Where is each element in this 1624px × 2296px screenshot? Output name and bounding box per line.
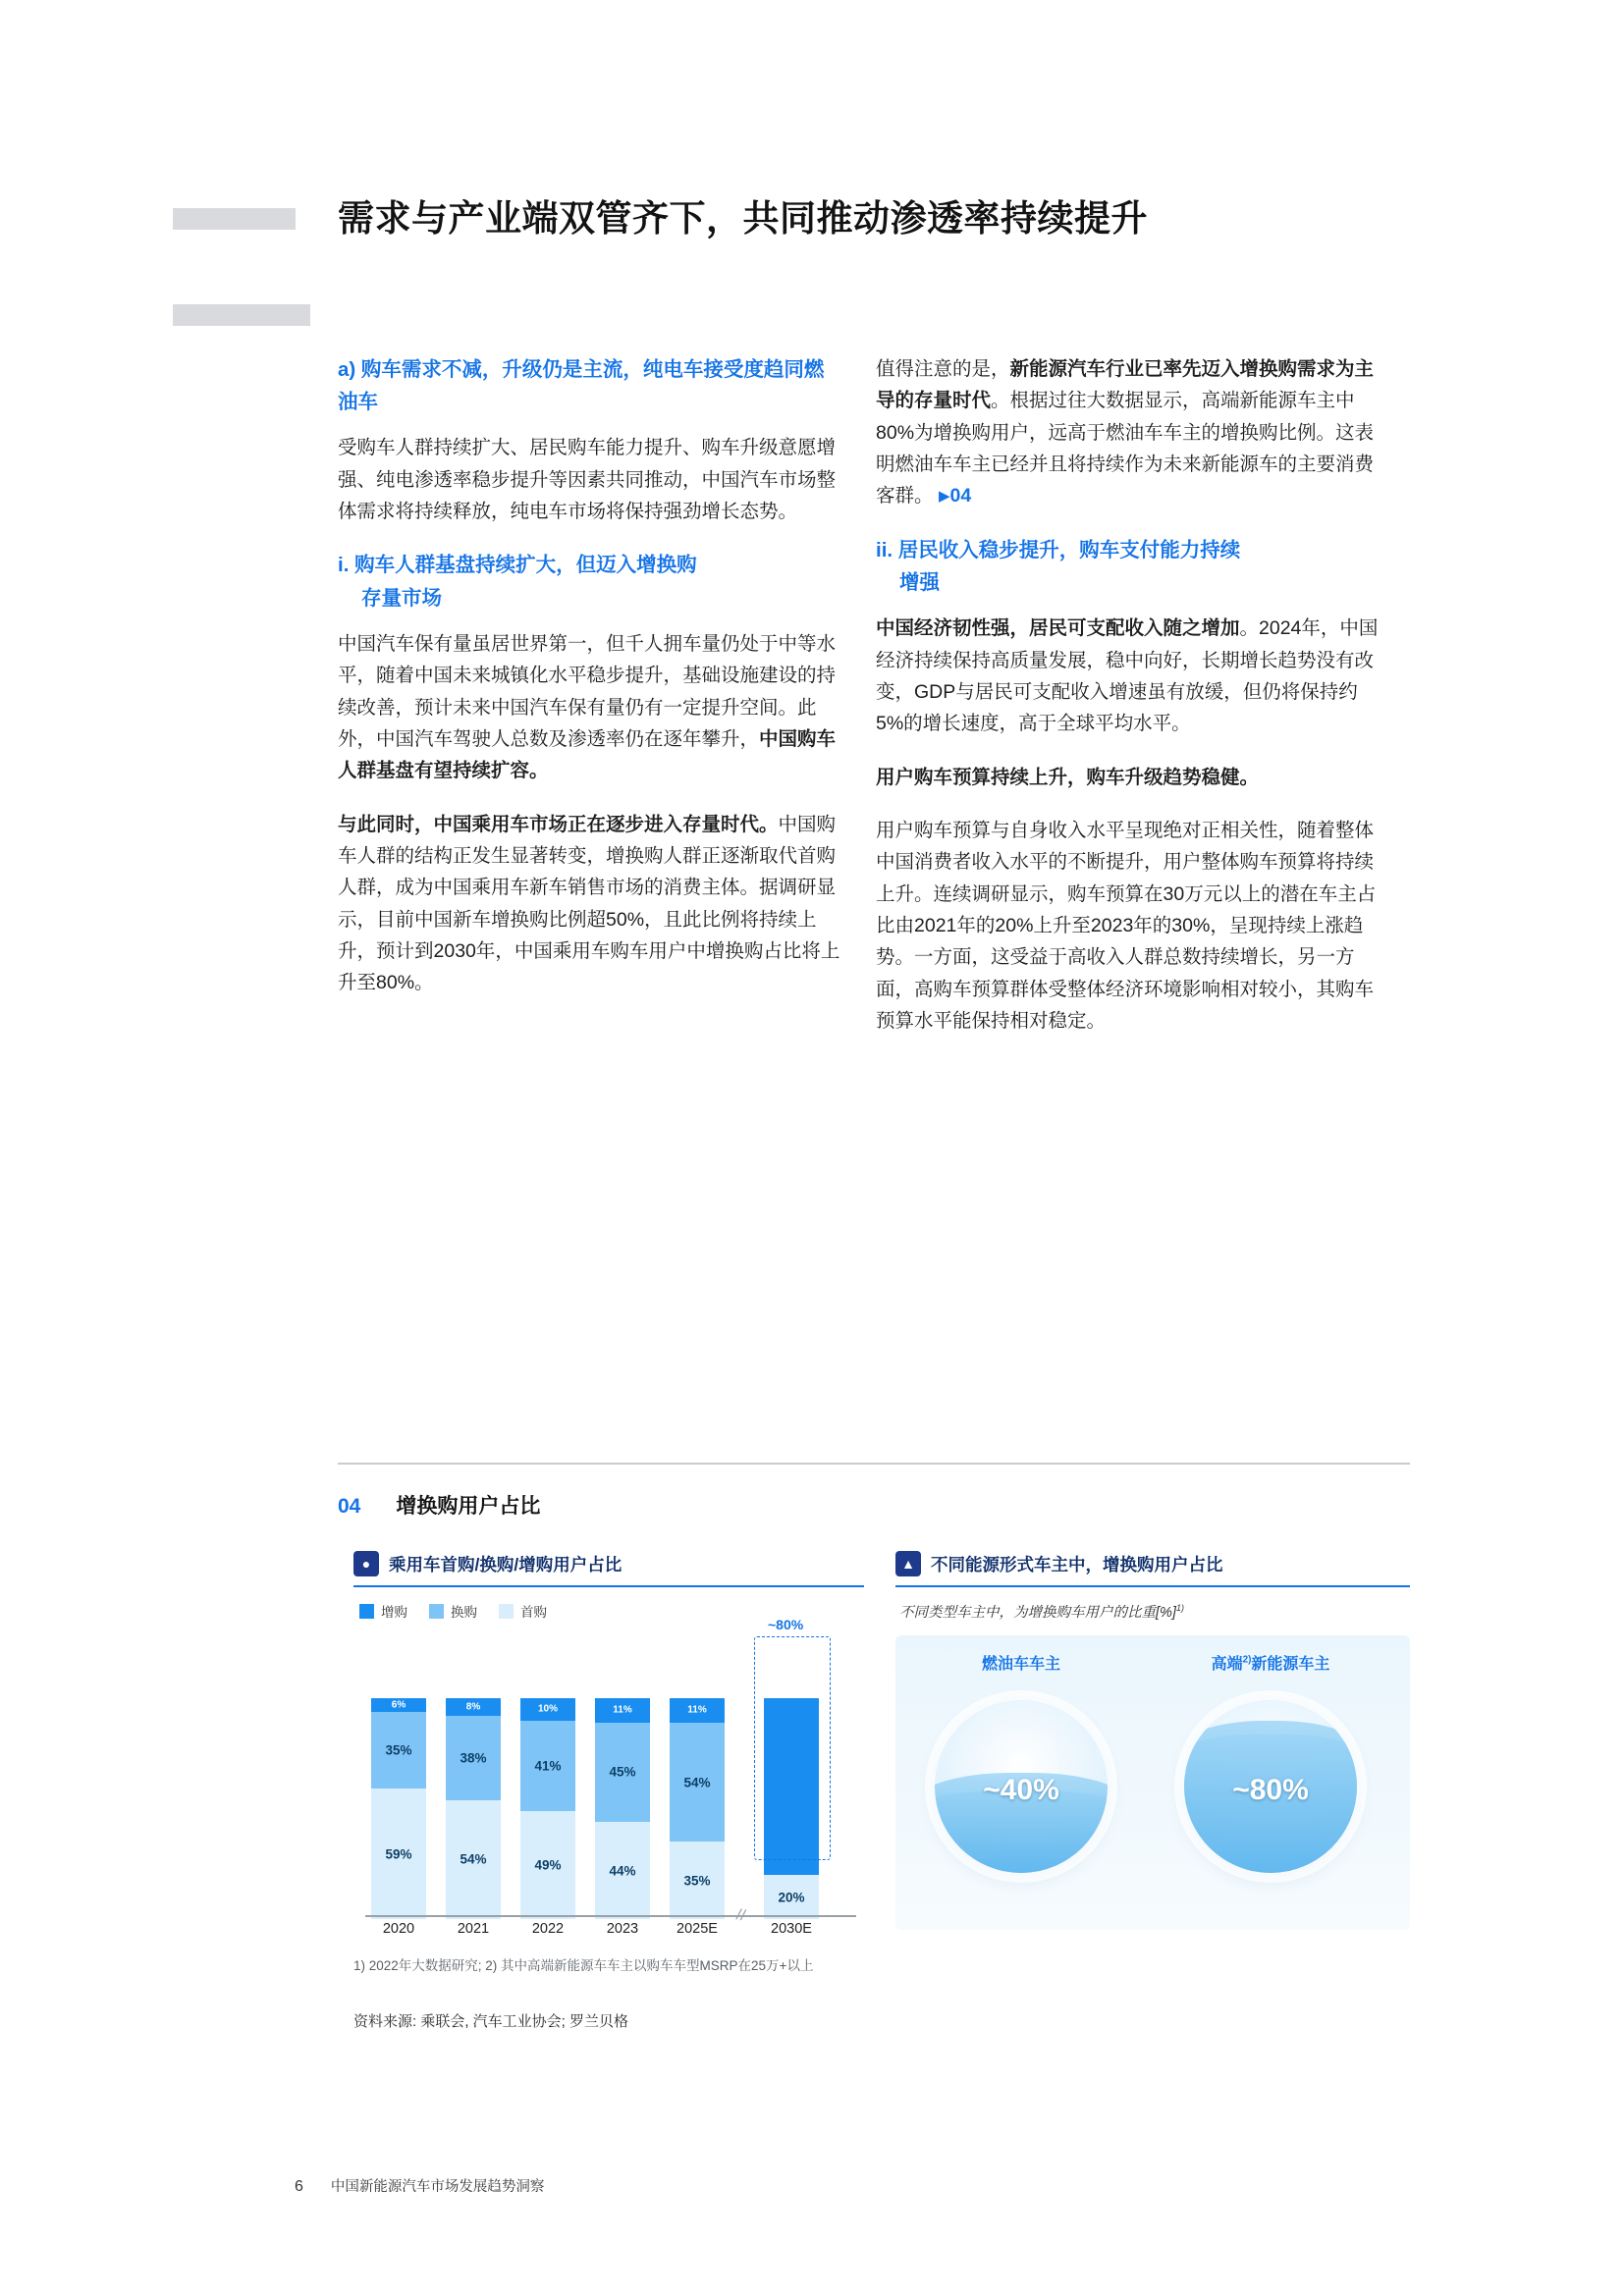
paragraph-right-top	[876, 353, 1379, 512]
heading-ii-line1: ii. 居民收入稳步提升，购车支付能力持续	[876, 538, 1241, 561]
bar-segment-2020-huangou	[371, 1712, 426, 1789]
bar-label-2023-huangou: 45%	[609, 1764, 636, 1780]
bar-label-2021-huangou: 38%	[460, 1750, 487, 1766]
exhibit-reference-label: 04	[949, 485, 972, 507]
legend-label-0: 增购	[381, 1605, 407, 1620]
bar-segment-2023-shougou	[595, 1822, 650, 1919]
footnote-marker-2: 2)	[1242, 1654, 1252, 1666]
x-tick-2020: 2020	[382, 1921, 415, 1937]
bubble-chart-area	[895, 1635, 1410, 1930]
bar-column-2025E	[670, 1698, 725, 1919]
legend-label-2: 首购	[520, 1605, 547, 1620]
heading-section-ii	[876, 534, 1379, 599]
bar-segment-2025E-zenggou	[670, 1698, 725, 1723]
x-tick-2021: 2021	[457, 1921, 490, 1937]
bubble-value-fuel: ~40%	[983, 1773, 1059, 1806]
bar-segment-2021-zenggou	[446, 1698, 501, 1716]
bar-segment-2020-shougou	[371, 1789, 426, 1919]
right-column	[876, 353, 1379, 1059]
paragraph-ii-2-body: 用户购车预算与自身收入水平呈现绝对正相关性，随着整体中国消费者收入水平的不断提升，用户整体购车预算将持续上升。连续调研显示，购车预算在30万元以上的潜在车主占比由2021年的20%上升至2023年的30%，呈现持续上涨趋势。一方面，这受益于高收入人群总数持续增长，另一方面，高购车预算群体受整体经济环境影响相对较小，其购车预算水平能保持相对稳定。	[876, 820, 1377, 1033]
legend-label-1: 换购	[451, 1605, 477, 1620]
exhibit-number: 04	[338, 1495, 361, 1518]
legend-swatch-icon-0	[359, 1604, 374, 1619]
paragraph-i-2	[338, 809, 840, 999]
stacked-bar-chart	[353, 1617, 864, 1950]
chart-panel-right-header	[895, 1551, 1410, 1587]
paragraph-ii-1-text: 。2024年，中国经济持续保持高质量发展，稳中向好，长期增长趋势没有改变，GDP与居民可支配收入增速虽有放缓，但仍将保持约5%的增长速度，高于全球平均水平。	[876, 617, 1379, 735]
bar-segment-2030E-shougou	[764, 1875, 819, 1919]
bar-label-2020-zenggou: 6%	[391, 1699, 406, 1711]
bar-label-2021-zenggou: 8%	[465, 1701, 481, 1713]
chart-panel-stacked-bars	[353, 1551, 864, 1950]
bar-label-2022-huangou: 41%	[534, 1758, 562, 1774]
bar-label-2020-shougou: 59%	[385, 1846, 412, 1862]
footnote-marker-1: 1)	[1175, 1603, 1184, 1614]
annotation-80-percent: ~80%	[768, 1617, 804, 1632]
x-tick-2022: 2022	[531, 1921, 565, 1937]
heading-section-i	[338, 549, 840, 614]
heading-i-line1: i. 购车人群基盘持续扩大，但迈入增换购	[338, 554, 697, 577]
highlight-box-2030E	[754, 1636, 831, 1860]
footer-document-title: 中国新能源汽车市场发展趋势洞察	[330, 2179, 545, 2195]
paragraph-a-intro: 受购车人群持续扩大、居民购车能力提升、购车升级意愿增强、纯电渗透率稳步提升等因素共同推动，中国汽车市场整体需求将持续释放，纯电车市场将保持强劲增长态势。	[338, 437, 837, 523]
bar-column-2022	[520, 1698, 575, 1919]
bar-segment-2022-huangou	[520, 1721, 575, 1811]
legend-swatch-icon-1	[429, 1604, 444, 1619]
bar-segment-2022-shougou	[520, 1811, 575, 1919]
exhibit-title: 增换购用户占比	[396, 1495, 541, 1518]
paragraph-right-top-a: 值得注意的是，	[876, 358, 1010, 380]
paragraph-ii-1-bold: 中国经济韧性强，居民可支配收入随之增加	[876, 617, 1240, 640]
exhibit-divider	[338, 1463, 1410, 1465]
paragraph-right-top-c: 。根据过往大数据显示，高端新能源车主中80%为增换购用户，远高于燃油车车主的增换购比例。这表明燃油车车主已经并且将持续作为未来新能源车的主要消费客群。	[876, 390, 1375, 507]
bar-label-2023-shougou: 44%	[609, 1863, 636, 1879]
paragraph-i-1-bold: 中国购车人群基盘有望持续扩容。	[338, 727, 837, 782]
bar-column-2020	[371, 1698, 426, 1919]
bar-segment-2023-zenggou	[595, 1698, 650, 1723]
paragraph-ii-2-bold: 用户购车预算持续上升，购车升级趋势稳健。	[876, 766, 1260, 788]
chart-panel-left-header	[353, 1551, 864, 1587]
bar-label-2025E-huangou: 54%	[683, 1775, 711, 1790]
bar-segment-2021-shougou	[446, 1800, 501, 1920]
bubble-nev	[1184, 1700, 1357, 1873]
bar-label-2021-shougou: 54%	[460, 1851, 487, 1867]
bubble-label-fuel: 燃油车车主	[981, 1656, 1060, 1673]
bar-column-2023	[595, 1698, 650, 1919]
bubble-label-nev: 高端$^{2)}$新能源车主	[1211, 1654, 1330, 1673]
legend-item-2	[499, 1601, 547, 1621]
bubble-value-nev: ~80%	[1232, 1773, 1309, 1806]
paragraph-i-2-bold: 与此同时，中国乘用车市场正在逐步进入存量时代。	[338, 813, 779, 835]
exhibit-reference-link[interactable]	[939, 485, 971, 507]
bar-label-2023-zenggou: 11%	[613, 1704, 632, 1716]
bubble-chart-note: 不同类型车主中，为增换购车用户的比重[%]$^{1)}$	[899, 1603, 1184, 1621]
bar-label-2020-huangou: 35%	[385, 1742, 412, 1758]
bar-segment-2025E-huangou	[670, 1723, 725, 1842]
legend-item-0	[359, 1601, 407, 1621]
chart-x-axis	[365, 1915, 856, 1917]
bar-segment-2023-huangou	[595, 1723, 650, 1822]
chart-panel-right-title: 不同能源形式车主中，增换购用户占比	[931, 1554, 1223, 1575]
chart-panel-bubbles	[895, 1551, 1410, 1930]
paragraph-right-top-bold: 新能源汽车行业已率先迈入增换购需求为主导的存量时代	[876, 358, 1375, 412]
x-tick-2023: 2023	[606, 1921, 639, 1937]
exhibit-source: 资料来源: 乘联会, 汽车工业协会; 罗兰贝格	[353, 2013, 629, 2030]
heading-ii-line2: 增强	[899, 571, 940, 594]
paragraph-i-1-text: 中国汽车保有量虽居世界第一，但千人拥车量仍处于中等水平，随着中国未来城镇化水平稳步提升，基础设施建设的持续改善，预计未来中国汽车保有量仍有一定提升空间。此外，中国汽车驾驶人总数及渗透率仍在逐年攀升，	[338, 632, 837, 750]
x-tick-2025E: 2025E	[677, 1921, 718, 1937]
chart-plot-area	[365, 1617, 856, 1919]
triangle-right-icon: ▶	[938, 488, 950, 506]
bar-segment-2022-zenggou	[520, 1698, 575, 1721]
bar-label-2022-zenggou: 10%	[537, 1703, 558, 1715]
left-column	[338, 353, 840, 1021]
bar-label-2030E-shougou: 20%	[778, 1890, 805, 1904]
paragraph-i-1	[338, 628, 840, 787]
bar-segment-2025E-shougou	[670, 1842, 725, 1919]
paragraph-ii-2-heading	[876, 762, 1379, 793]
paragraph-i-2-text: 中国购车人群的结构正发生显著转变，增换购人群正逐渐取代首购人群，成为中国乘用车新车销售市场的消费主体。据调研显示，目前中国新车增换购比例超50%，且此比例将持续上升，预计到2030年，中国乘用车购车用户中增换购占比将上升至80%。	[338, 813, 840, 994]
legend-item-1	[429, 1601, 477, 1621]
page-title: 需求与产业端双管齐下，共同推动渗透率持续提升	[338, 198, 1148, 239]
page-footer	[295, 2175, 544, 2196]
chart-panel-left-title: 乘用车首购/换购/增购用户占比	[389, 1554, 623, 1575]
bar-label-2022-shougou: 49%	[534, 1857, 562, 1873]
car-shield-icon: ▲	[895, 1551, 921, 1576]
paragraph-ii-1	[876, 613, 1379, 739]
bar-column-2021	[446, 1698, 501, 1919]
heading-section-a: a) 购车需求不减，升级仍是主流，纯电车接受度趋同燃油车	[338, 358, 825, 414]
page-number: 6	[295, 2178, 303, 2195]
bubble-fuel	[935, 1700, 1108, 1873]
x-tick-2030E: 2030E	[771, 1921, 812, 1937]
chart-x-tick-labels	[365, 1921, 856, 1947]
exhibit-header	[338, 1490, 540, 1520]
bar-segment-2021-huangou	[446, 1716, 501, 1800]
bar-label-2025E-zenggou: 11%	[687, 1704, 707, 1716]
bar-label-2025E-shougou: 35%	[683, 1873, 711, 1889]
bar-segment-2020-zenggou	[371, 1698, 426, 1712]
exhibit-footnote: 1) 2022年大数据研究; 2) 其中高端新能源车车主以购车车型MSRP在25万+以上	[353, 1958, 814, 1973]
accent-bar-second	[173, 304, 310, 326]
axis-break-icon: //	[734, 1906, 747, 1925]
legend-swatch-icon-2	[499, 1604, 514, 1619]
car-front-icon: ●	[353, 1551, 379, 1576]
heading-i-line2: 存量市场	[361, 586, 442, 610]
accent-bar-top	[173, 208, 296, 230]
